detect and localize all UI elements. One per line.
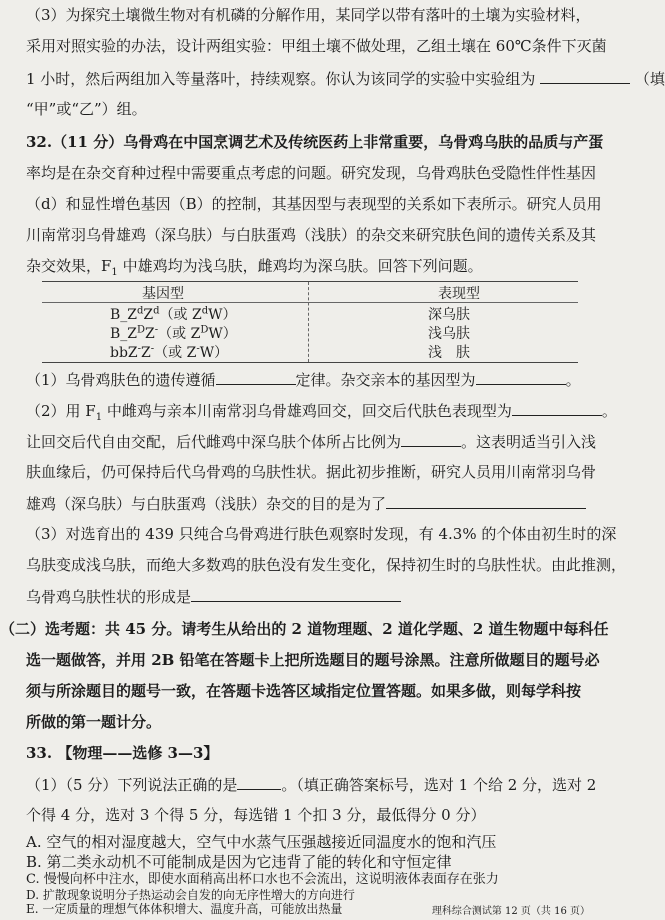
q32-3-line3: 乌骨鸡乌肤性状的形成是 — [26, 585, 594, 608]
answer-blank[interactable] — [401, 430, 461, 447]
table-row-1-phenotype: 深乌肤 — [428, 307, 470, 323]
section2-instructions-line2: 选一题做答，并用 2B 铅笔在答题卡上把所选题目的题号涂黑。注意所做题目的题号必 — [26, 651, 600, 669]
answer-blank[interactable] — [216, 368, 296, 385]
table-row-2-genotype: $B\_Z^DZ^-$（或 $Z^DW$） — [110, 324, 237, 342]
option-d: D. 扩散现象说明分子热运动会自发的向无序性增大的方向进行 — [26, 888, 355, 902]
q32-2-line1: （2）用 $F_1$ 中雌鸡与亲本川南常羽乌骨雄鸡回交，回交后代肤色表现型为 。 — [26, 399, 594, 422]
table-row-3-genotype: bbZ-Z-（或 Z-W） — [110, 343, 229, 361]
answer-blank[interactable] — [386, 492, 586, 509]
q32-2-line4: 雄鸡（深乌肤）与白肤蛋鸡（浅肤）杂交的目的是为了 — [26, 492, 594, 515]
q31-3-line1: （3）为探究土壤微生物对有机磷的分解作用，某同学以带有落叶的土壤为实验材料， — [26, 6, 591, 24]
q32-2-line3: 肤血缘后，仍可保持后代乌骨鸡的乌肤性状。据此初步推断，研究人员用川南常羽乌骨 — [26, 463, 597, 481]
table-header-genotype: 基因型 — [142, 286, 184, 302]
q33-heading: 33. 【物理——选修 3—3】 — [26, 744, 219, 762]
answer-blank[interactable] — [476, 368, 566, 385]
table-header-divider — [42, 302, 578, 303]
section2-instructions-line4: 所做的第一题计分。 — [26, 713, 162, 731]
table-row-3-phenotype: 浅 肤 — [428, 345, 470, 361]
q32-stem-line3: （d）和显性增色基因（B）的控制，其基因型与表现型的关系如下表所示。研究人员用 — [26, 195, 602, 213]
q32-3-line1: （3）对选育出的 439 只纯合乌骨鸡进行肤色观察时发现，有 4.3% 的个体由初生时的深 — [26, 525, 617, 543]
option-b: B. 第二类永动机不可能制成是因为它违背了能的转化和守恒定律 — [26, 853, 452, 871]
table-column-divider — [308, 282, 309, 362]
q33-1-line2: 个得 4 分，选对 3 个得 5 分，每选错 1 个扣 3 分，最低得分 0 分） — [26, 806, 486, 824]
q32-stem-line5: 杂交效果，$F_1$ 中雄鸡均为浅乌肤，雌鸡均为深乌肤。回答下列问题。 — [26, 257, 483, 278]
q32-stem-line4: 川南常羽乌骨雄鸡（深乌肤）与白肤蛋鸡（浅肤）的杂交来研究肤色间的遗传关系及其 — [26, 226, 597, 244]
page-footer: 理科综合测试第 12 页（共 16 页） — [431, 906, 590, 917]
answer-blank[interactable] — [191, 585, 401, 602]
q32-stem-line2: 率均是在杂交育种过程中需要重点考虑的问题。研究发现，乌骨鸡肤色受隐性伴性基因 — [26, 164, 597, 182]
answer-blank[interactable] — [540, 67, 630, 84]
q31-3-line3: 1 小时，然后两组加入等量落叶，持续观察。你认为该同学的实验中实验组为 （填 — [26, 67, 594, 90]
q32-stem-line1: 32.（11 分）乌骨鸡在中国烹调艺术及传统医药上非常重要，乌骨鸡乌肤的品质与产蛋 — [26, 133, 604, 151]
q31-3-line2: 采用对照实验的办法，设计两组实验：甲组土壤不做处理，乙组土壤在 60℃条件下灭菌 — [26, 37, 607, 55]
section2-instructions-line3: 须与所涂题目的题号一致，在答题卡选答区域指定位置答题。如果多做，则每学科按 — [26, 682, 582, 700]
q33-1-line1: （1）（5 分）下列说法正确的是 。（填正确答案标号，选对 1 个给 2 分，选对 2 — [26, 773, 594, 796]
section2-instructions-line1: （二）选考题：共 45 分。请考生从给出的 2 道物理题、2 道化学题、2 道生物题中每科任 — [0, 620, 609, 638]
q32-3-line2: 乌肤变成浅乌肤，而绝大多数鸡的肤色没有发生变化，保持初生时的乌肤性状。由此推测， — [26, 556, 627, 574]
q31-3-line4: “甲”或“乙”）组。 — [26, 100, 147, 118]
option-c: C. 慢慢向杯中注水，即使水面稍高出杯口水也不会流出，这说明液体表面存在张力 — [26, 872, 499, 887]
answer-blank[interactable] — [237, 773, 281, 790]
genotype-phenotype-table — [42, 281, 578, 363]
table-header-phenotype: 表现型 — [438, 286, 480, 302]
table-row-1-genotype: $B\_Z^dZ^d$（或 $Z^dW$） — [110, 305, 237, 323]
answer-blank[interactable] — [512, 399, 602, 416]
q32-1: （1）乌骨鸡肤色的遗传遵循 定律。杂交亲本的基因型为 。 — [26, 368, 594, 391]
option-a: A. 空气的相对湿度越大，空气中水蒸气压强越接近同温度水的饱和汽压 — [26, 833, 497, 851]
table-row-2-phenotype: 浅乌肤 — [428, 326, 470, 342]
option-e: E. 一定质量的理想气体体积增大、温度升高，可能放出热量 — [26, 902, 343, 916]
q32-2-line2: 让回交后代自由交配，后代雌鸡中深乌肤个体所占比例为 。这表明适当引入浅 — [26, 430, 594, 453]
